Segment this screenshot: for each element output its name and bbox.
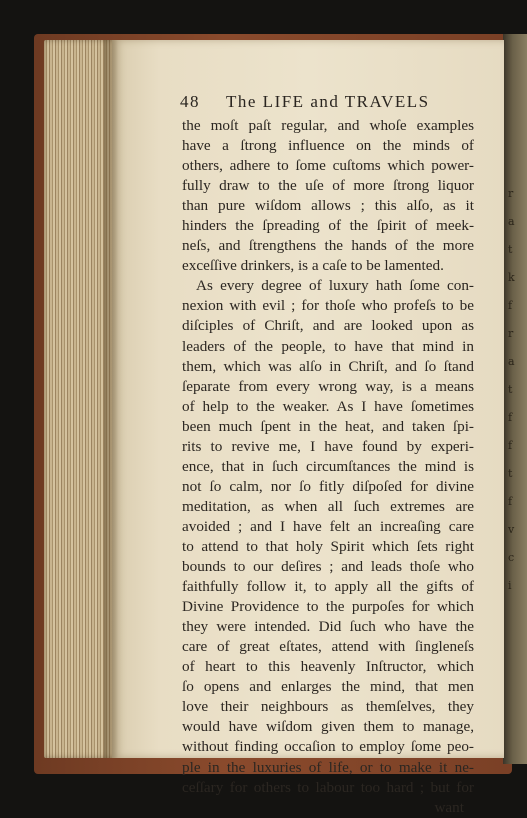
text-line: nexion with evil ; for thoſe who profeſs to be — [182, 297, 474, 315]
text-line: ple in the luxuries of life, or to make it ne- — [182, 758, 474, 776]
text-line: the moſt paſt regular, and whoſe examples — [182, 117, 474, 134]
text-line: have a ſtrong influence on the minds of — [182, 137, 474, 155]
body-text — [182, 116, 474, 818]
text-line: meditation, as when all ſuch extremes are — [182, 497, 474, 515]
text-line: avoided ; and I have felt an increaſing care — [182, 517, 474, 535]
catchword: want — [434, 798, 464, 816]
gutter-shadow — [104, 40, 118, 758]
text-line: they were intended. Did ſuch who have the — [182, 618, 474, 636]
text-line: neſs, and ſtrengthens the hands of the more — [182, 237, 474, 255]
text-line: been much ſpent in the heat, and taken ſpi- — [182, 417, 474, 435]
text-line: ſeparate from every wrong way, is a means — [182, 377, 474, 395]
page-number: 48 — [180, 92, 200, 111]
text-line: ence, that in ſuch circumſtances the mind is — [182, 457, 474, 475]
text-line: to attend to that holy Spirit which ſets right — [182, 537, 474, 555]
text-line: As every degree of luxury hath ſome con- — [196, 277, 474, 295]
facing-page-edge — [503, 34, 527, 764]
text-line: faithfully follow it, to apply all the gifts of — [182, 578, 474, 596]
text-line: exceſſive drinkers, is a caſe to be lamented. — [182, 257, 444, 275]
text-line: rits to revive me, I have found by experi- — [182, 437, 474, 455]
text-line: fully draw to the uſe of more ſtrong liquor — [182, 177, 474, 195]
text-line: would have wiſdom given them to manage, — [182, 718, 474, 736]
facing-page-text: r a t k f r a t f f t f v c i — [508, 187, 515, 592]
running-title: The LIFE and TRAVELS — [226, 92, 430, 111]
text-line: not ſo calm, nor ſo fitly diſpoſed for divine — [182, 477, 474, 495]
text-line: love their neighbours as themſelves, they — [182, 698, 474, 716]
text-line: diſciples of Chriſt, and are looked upon as — [182, 317, 474, 335]
text-line: leaders of the people, to have that mind in — [182, 337, 474, 355]
text-line: without finding occaſion to employ ſome peo- — [182, 738, 474, 756]
text-line: hinders the ſpreading of the ſpirit of meek- — [182, 217, 474, 235]
text-line: ceſſary for others to labour too hard ; but for — [182, 778, 474, 796]
text-line: of heart to this heavenly Inſtructor, which — [182, 658, 474, 676]
text-line: them, which was alſo in Chriſt, and ſo ſtand — [182, 357, 474, 375]
text-line: others, adhere to ſome cuſtoms which power- — [182, 157, 474, 175]
text-line: of help to the weaker. As I have ſometimes — [182, 397, 474, 415]
text-line: care of great eſtates, attend with ſingleneſs — [182, 638, 474, 656]
running-head — [180, 92, 480, 112]
text-line: Divine Providence to the purpoſes for which — [182, 598, 474, 616]
text-line: than pure wiſdom allows ; this alſo, as it — [182, 197, 474, 215]
text-line: bounds to our deſires ; and leads thoſe who — [182, 558, 474, 576]
text-line: ſo opens and enlarges the mind, that men — [182, 678, 474, 696]
